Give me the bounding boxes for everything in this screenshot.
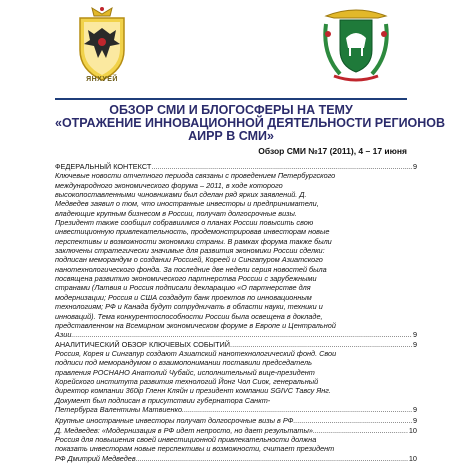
toc-section-label: ФЕДЕРАЛЬНЫЙ КОНТЕКСТ [55,162,152,171]
toc-section-analytics-body [55,349,417,405]
toc-page-number: 10 [408,425,417,435]
toc-page-number: 9 [412,416,417,426]
toc-line: правления РОСНАНО Анатолий Чубайс, исполнительный вице-президент [55,367,315,377]
toc-section-label: АНАЛИТИЧЕСКИЙ ОБЗОР КЛЮЧЕВЫХ СОБЫТИЙ [55,339,231,349]
toc-leader [313,426,408,435]
toc-line: инноваций). Тема конкурентоспособности России была освещена в докладе, [55,311,323,321]
toc-page-number: 9 [412,330,417,340]
toc-section-federal-body [55,171,417,330]
toc-line: посвящена развитию экономического партнерства России с зарубежными [55,274,317,284]
toc-leader [136,454,408,463]
toc-section-analytics-tail[interactable] [55,405,417,414]
toc-page-number: 9 [412,404,417,414]
toc-line: странами (Латвия и Россия подписали декларацию «О партнерстве для [55,283,311,293]
toc-item-visas[interactable] [55,416,417,425]
toc-line: Азии [55,330,72,340]
toc-section-federal-tail[interactable] [55,330,417,339]
toc-leader [293,416,412,425]
coat-of-arms-left-icon [72,4,132,84]
toc-section-analytics[interactable] [55,340,417,349]
toc-line: технологиям; РФ и Канада будут сотрудничать в области науки, техники и [55,302,323,312]
toc-item-text: Крупные иностранные инвесторы получат долгосрочные визы в РФ [55,416,294,426]
toc-page-number: 9 [412,339,417,349]
toc-leader [230,340,412,349]
toc-line: заключены стратегически значимые для развития экономики России сделки: [55,246,325,256]
toc-line: РФ Дмитрий Медведев [55,453,136,463]
toc-leader [71,330,412,339]
table-of-contents [55,162,417,463]
toc-item-modernization[interactable] [55,426,417,435]
toc-line: подписи под меморандумом о взаимопонимании поставили председатель [55,358,312,368]
document-title [55,103,446,143]
toc-line: Россия для повышения своей инвестиционной привлекательности должна [55,434,317,444]
toc-line: инвестиционную привлекательность, продемонстрировав инвесторам новые [55,227,330,237]
toc-line: директор компании 360ip Гленн Кляйн и президент компании SGIVC Тавсу Янг. [55,386,331,396]
coat-of-arms-right-icon [320,4,392,86]
toc-line: Президент также сообщил собравшимся о планах России повысить свою [55,218,314,228]
title-line-2: «ОТРАЖЕНИЕ ИННОВАЦИОННОЙ ДЕЯТЕЛЬНОСТИ РЕГИОНОВ [55,116,446,130]
toc-line: Ключевые новости отчетного периода связаны с проведением Петербургского [55,171,336,181]
toc-item-text: Д. Медведев: «Модернизация в РФ идет непросто, но дает результаты» [55,425,313,435]
toc-line: международного экономического форума – 2011, в ходе которого [55,180,283,190]
toc-line: подписан меморандум о создании Россией, Кореей и Сингапуром Азиатского [55,255,323,265]
toc-section-federal[interactable] [55,162,417,171]
toc-line: модернизации; Россия и США создадут банк проектов по инновационным [55,292,312,302]
toc-line: Россия, Корея и Сингапур создают Азиатский нанотехнологический фонд. Свои [55,348,337,358]
header-rule [55,98,407,100]
toc-line: Петербурга Валентины Матвиенко [55,404,183,414]
document-subtitle: Обзор СМИ №17 (2011), 4 – 17 июня [258,146,407,156]
toc-line: высокопоставленными чиновниками был сделан ряд ярких заявлений. Д. [55,190,307,200]
toc-line: нанотехнологического фонда. За последние две недели серия новостей была [55,264,327,274]
toc-line: Документ был подписан в присутствии губернатора Санкт- [55,395,271,405]
toc-line: представленном на Всемирном экономическом форуме в Европе и Центральной [55,320,336,330]
toc-line: перспективы и возможности экономики страны. В рамках форума также были [55,236,332,246]
toc-leader [182,405,412,414]
toc-page-number: 9 [412,162,417,171]
title-line-3: АИРР В СМИ» [188,129,274,143]
toc-line: владеющие крупным бизнесом в России, получат долгосрочные визы. [55,208,297,218]
toc-page-number: 10 [408,453,417,463]
title-line-1: ОБЗОР СМИ И БЛОГОСФЕРЫ НА ТЕМУ [109,103,353,117]
toc-line: Медведев заявил о том, что иностранные инвесторы и предприниматели, [55,199,319,209]
toc-line: Корейского института развития технологий Йонг Чол Сиок, генеральный [55,376,319,386]
toc-line: показать инвесторам новые перспективы и возможности, считает президент [55,444,335,454]
toc-leader [151,162,412,171]
toc-item-investment-tail[interactable] [55,454,417,463]
toc-item-investment-body [55,435,417,454]
logo-caption: ЯНХУЕЙ [86,76,118,83]
